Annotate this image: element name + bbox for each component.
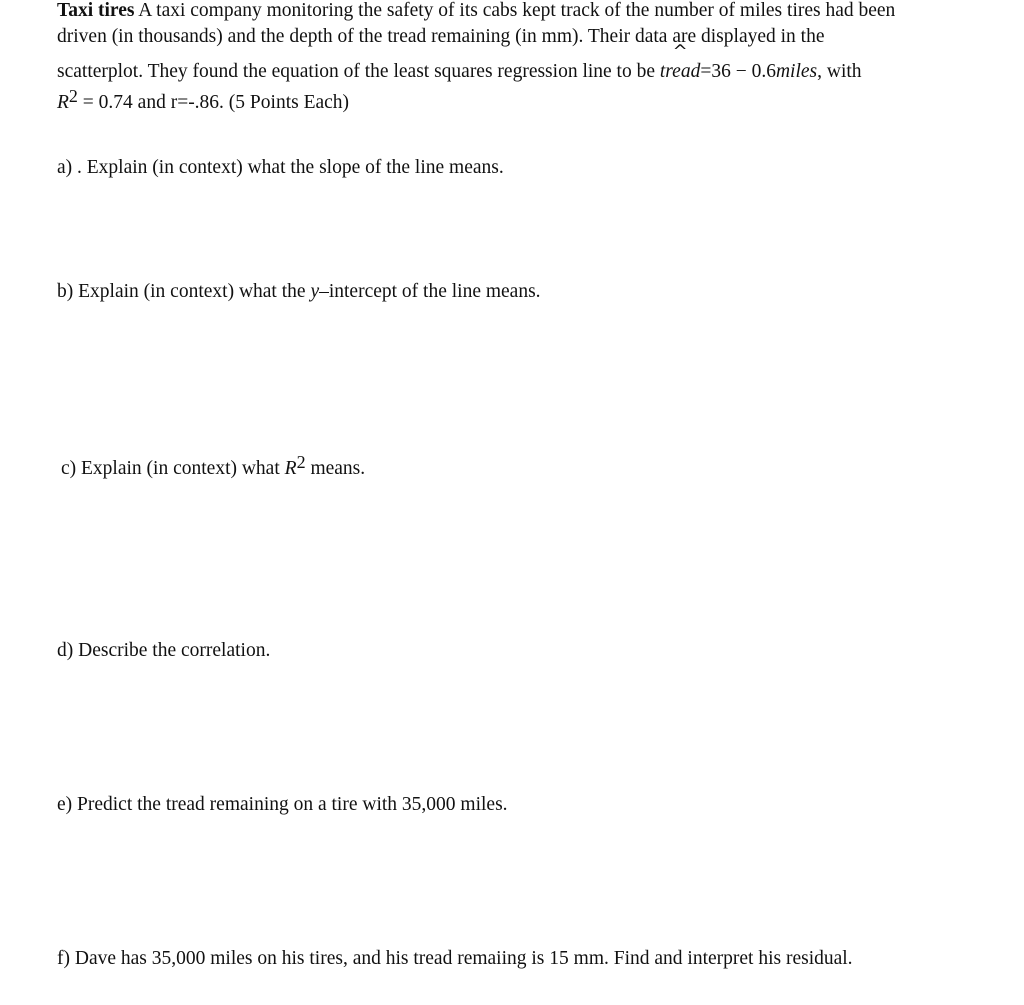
intro-line-2: driven (in thousands) and the depth of the tread remaining (in mm). Their data are displayed in the <box>57 26 825 47</box>
question-c <box>61 452 366 480</box>
intro-line-1 <box>57 0 895 22</box>
question-c-text: c) Explain (in context) what <box>61 458 285 479</box>
intro-line-3-end: , with <box>817 61 862 82</box>
equation-constant: =36 − 0.6 <box>700 61 776 82</box>
question-c-variable: R <box>284 458 297 479</box>
question-b-variable: y <box>310 281 320 302</box>
question-b-end: –intercept of the line means. <box>319 281 541 302</box>
question-d: d) Describe the correlation. <box>57 640 271 661</box>
hat-symbol: ^ <box>672 41 688 62</box>
problem-title: Taxi tires <box>57 0 135 21</box>
intro-line-4-text: = 0.74 and r=-.86. (5 Points Each) <box>77 92 350 113</box>
equation-miles: miles <box>775 61 818 82</box>
intro-line-3 <box>57 41 862 83</box>
question-a: a) . Explain (in context) what the slope of the line means. <box>57 157 504 178</box>
equation-tread-hat <box>659 41 701 83</box>
question-c-exponent: 2 <box>296 452 306 472</box>
r-squared-symbol: R <box>57 92 69 113</box>
intro-line-3-text: scatterplot. They found the equation of the least squares regression line to be <box>57 61 660 82</box>
question-f: f) Dave has 35,000 miles on his tires, and his tread remaiing is 15 mm. Find and interpret his residual. <box>57 948 853 969</box>
question-b-text: b) Explain (in context) what the <box>57 281 311 302</box>
question-b <box>57 281 541 303</box>
question-e: e) Predict the tread remaining on a tire with 35,000 miles. <box>57 794 508 815</box>
r-squared-exponent: 2 <box>68 86 78 106</box>
intro-line-1-text: A taxi company monitoring the safety of its cabs kept track of the number of miles tires had been <box>134 0 896 21</box>
question-c-end: means. <box>305 458 366 479</box>
intro-line-4 <box>57 86 350 114</box>
equation-tread: tread <box>659 61 701 82</box>
